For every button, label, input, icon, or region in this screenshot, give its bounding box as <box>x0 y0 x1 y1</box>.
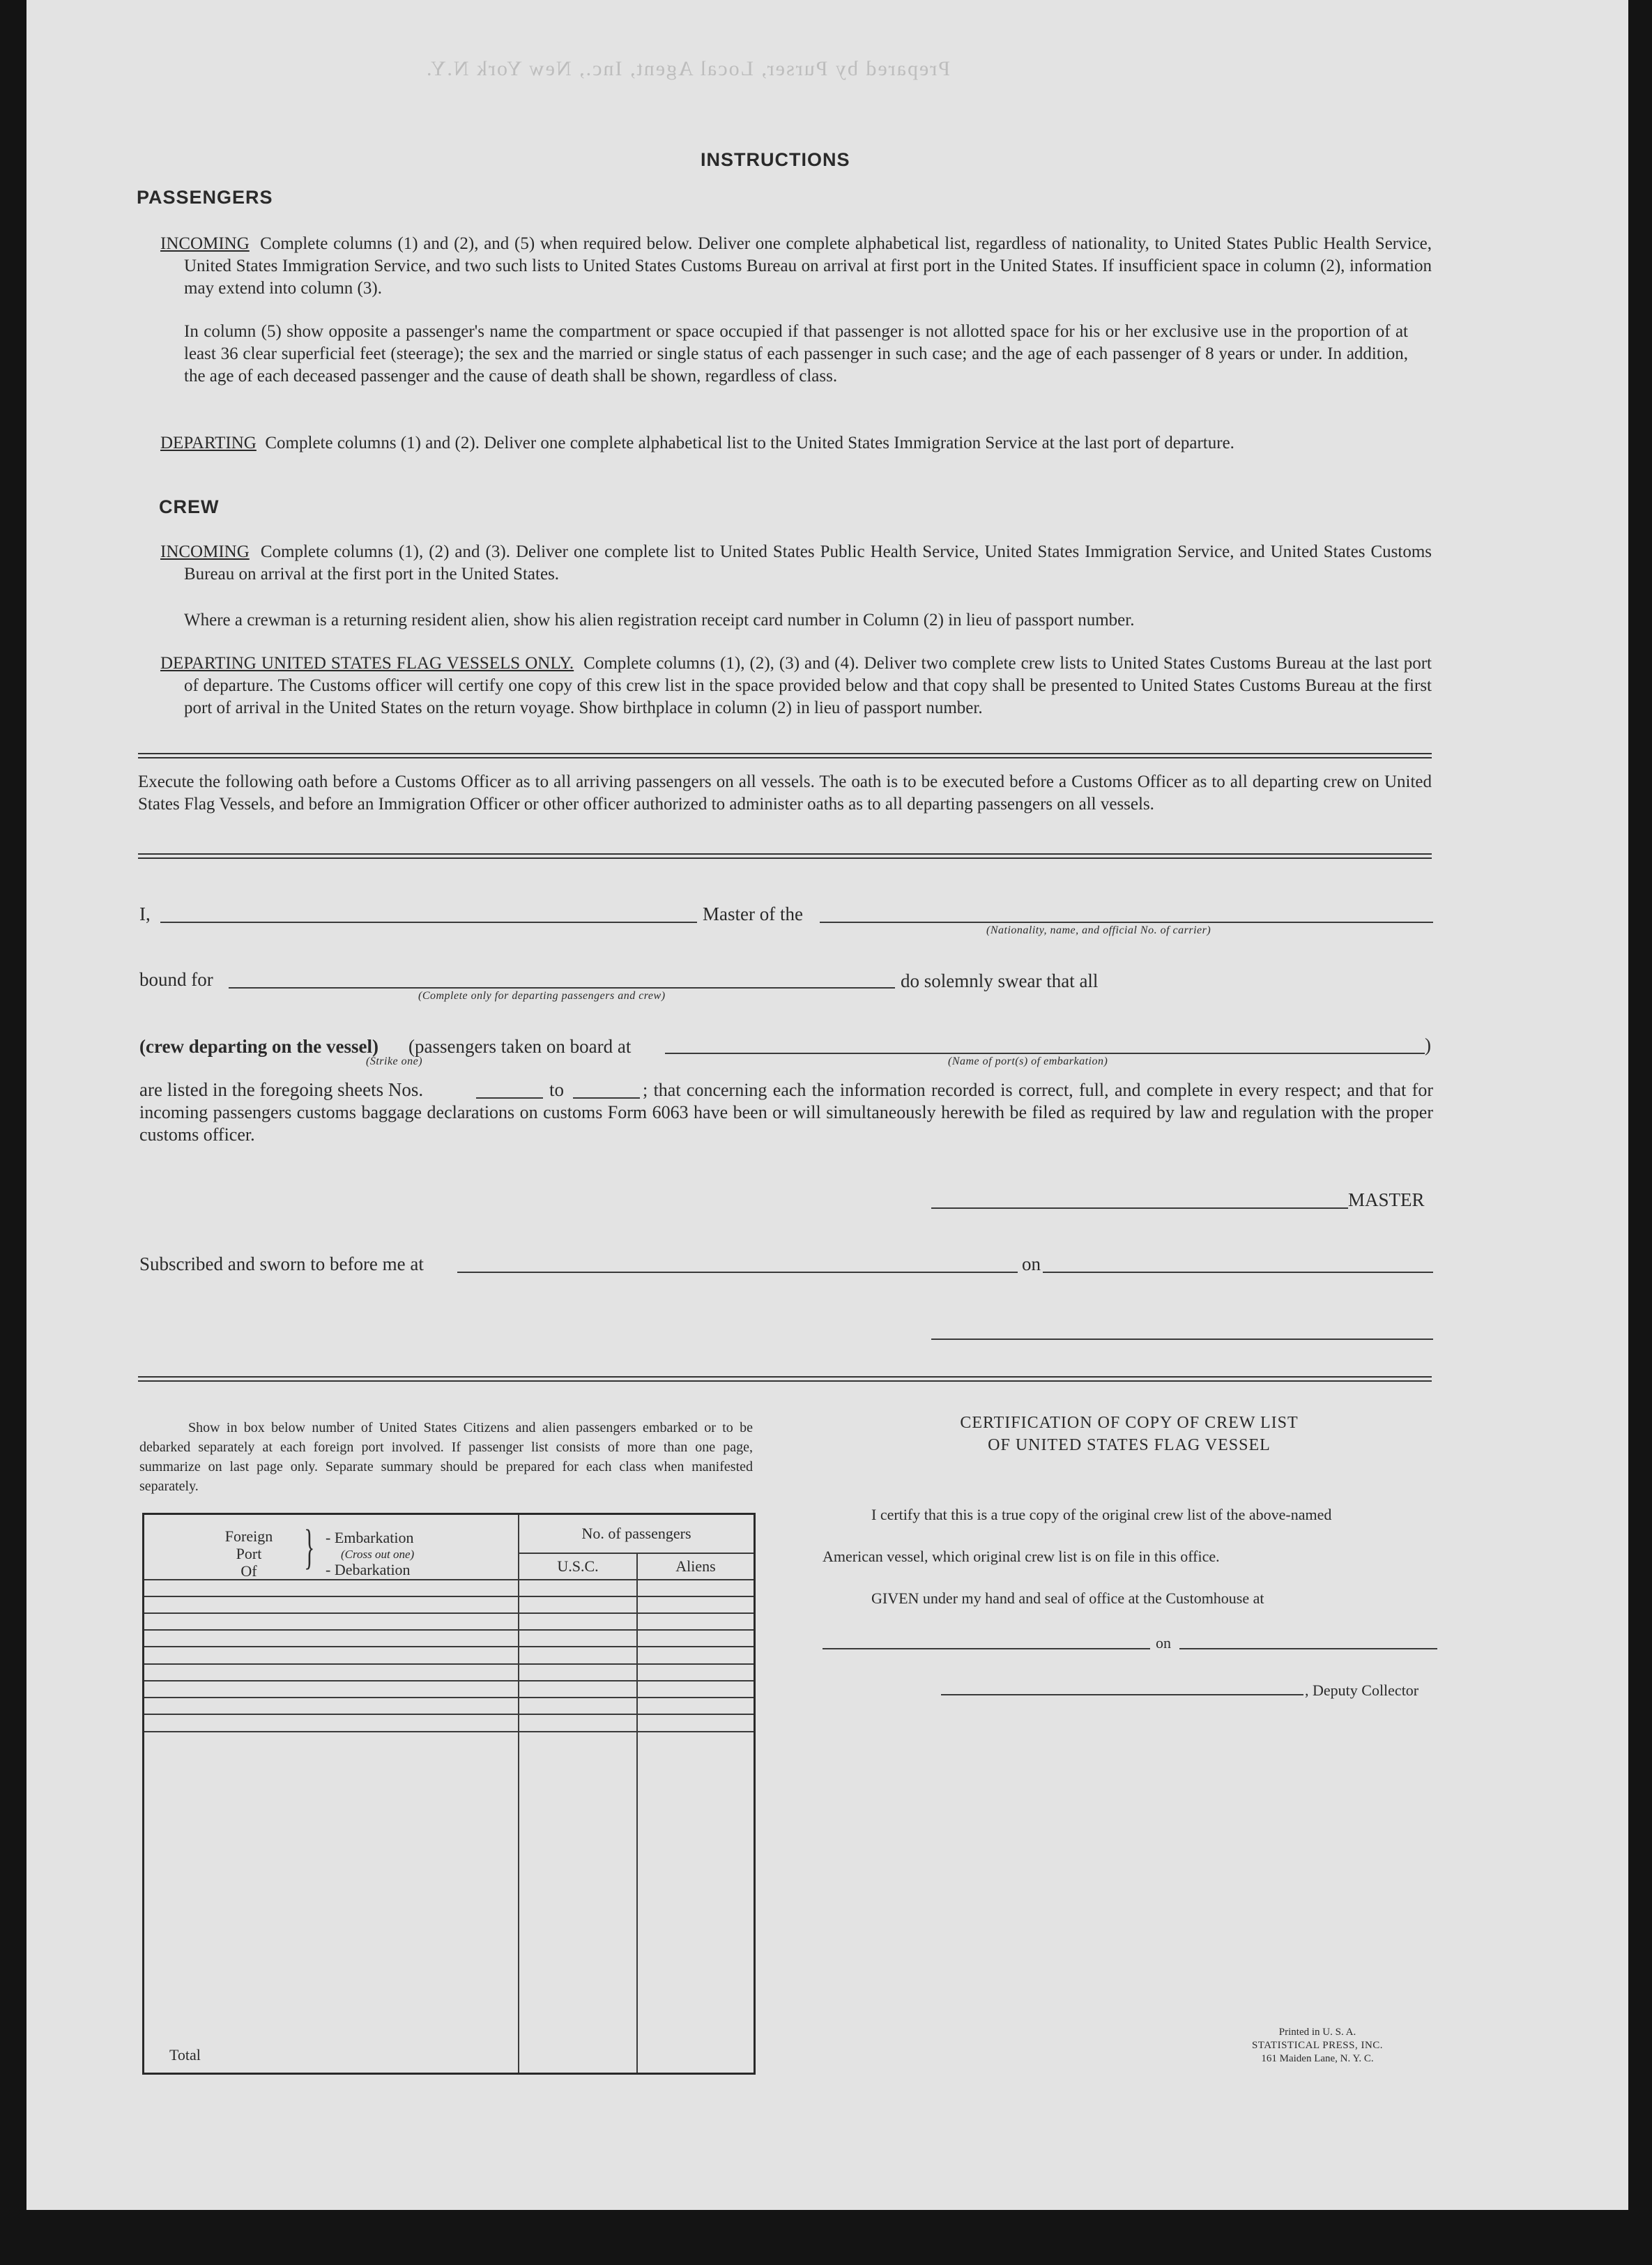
passengers-incoming-block <box>160 233 1432 300</box>
to-label: to <box>549 1079 565 1100</box>
printer-line-3: 161 Maiden Lane, N. Y. C. <box>1261 2053 1374 2064</box>
subscribed-label: Subscribed and sworn to before me at <box>139 1253 424 1274</box>
usc-cell[interactable] <box>519 1681 637 1698</box>
crew-departing-block <box>160 653 1432 719</box>
carrier-caption: (Nationality, name, and official No. of carrier) <box>986 924 1211 936</box>
table-header-row <box>144 1514 755 1553</box>
swear-text: do solemnly swear that all <box>901 970 1099 991</box>
passengers-heading: PASSENGERS <box>137 187 273 208</box>
deputy-signature-field[interactable] <box>941 1694 1303 1695</box>
usc-cell[interactable] <box>519 1664 637 1681</box>
table-row <box>144 1630 755 1647</box>
certify-line-1: I certify that this is a true copy of the original crew list of the above-named <box>871 1506 1332 1523</box>
crew-resident-text: Where a crewman is a returning resident alien, show his alien registration receipt card number in Column (2) in lieu of passport number. <box>184 611 1135 630</box>
passengers-taken-option[interactable]: (passengers taken on board at <box>408 1036 632 1057</box>
embarkation-option[interactable]: - Embarkation <box>326 1529 414 1546</box>
aliens-cell[interactable] <box>637 1647 755 1663</box>
total-row <box>144 1732 755 2074</box>
table-row <box>144 1664 755 1681</box>
aliens-cell[interactable] <box>637 1596 755 1613</box>
debarkation-option[interactable]: - Debarkation <box>326 1561 411 1578</box>
column5-text: In column (5) show opposite a passenger's name the compartment or space occupied if that passenger is not allotted space for his or her exclusive use in the proportion of at least 36 clear superficial feet (steerage); the sex and the married or single status of each passenger in such case; and the age of each passenger of 8 years or under. In addition, the age of each deceased passenger and the cause of death shall be shown, regardless of class. <box>184 322 1408 386</box>
embarkation-port-field[interactable] <box>665 1053 1425 1054</box>
of-word: Of <box>240 1562 257 1580</box>
bound-for-field[interactable] <box>229 987 895 989</box>
total-label: Total <box>144 1732 519 2074</box>
crew-heading: CREW <box>159 496 220 517</box>
passengers-incoming-text: Complete columns (1) and (2), and (5) when required below. Deliver one complete alphabetical list, regardless of nationality, to United States Public Health Service, United States Immigration Service, and two such lists to United States Customs Bureau on arrival at first port in the United States. If insufficient space in column (2), information may extend into column (3). <box>184 234 1432 298</box>
sworn-on-label: on <box>1022 1253 1041 1274</box>
port-cell[interactable] <box>144 1596 519 1613</box>
crew-incoming-text: Complete columns (1), (2) and (3). Deliver one complete list to United States Public Health Service, United States Immigration Service, and United States Customs Bureau on arrival at the first port in the United States. <box>184 542 1432 584</box>
port-cell[interactable] <box>144 1664 519 1681</box>
bound-caption: (Complete only for departing passengers and crew) <box>418 990 666 1002</box>
table-row <box>144 1714 755 1731</box>
aliens-cell[interactable] <box>637 1714 755 1731</box>
listed-continuation-text: ; that concerning each the information recorded is correct, full, and complete in every respect; and that for incoming passengers customs baggage declarations on customs Form 6063 have been or will simultaneously herewith be filed as required by law and regulation with the proper customs officer. <box>139 1080 1433 1145</box>
aliens-cell[interactable] <box>637 1681 755 1698</box>
master-name-field[interactable] <box>160 922 697 923</box>
listed-continuation <box>139 1079 1433 1146</box>
printer-line-1: Printed in U. S. A. <box>1278 2027 1356 2038</box>
crew-incoming-block <box>160 541 1432 586</box>
usc-cell[interactable] <box>519 1698 637 1714</box>
aliens-cell[interactable] <box>637 1664 755 1681</box>
passengers-departing-text: Complete columns (1) and (2). Deliver one complete alphabetical list to the United States Immigration Service at the last port of departure. <box>265 434 1234 452</box>
foreign-word: Foreign <box>224 1527 273 1545</box>
printer-mark <box>1213 2026 1422 2066</box>
carrier-field[interactable] <box>820 922 1433 923</box>
port-cell[interactable] <box>144 1580 519 1596</box>
port-cell[interactable] <box>144 1698 519 1714</box>
usc-cell[interactable] <box>519 1647 637 1663</box>
passengers-incoming-label: INCOMING <box>160 234 250 253</box>
table-row <box>144 1613 755 1630</box>
crew-resident-paragraph <box>184 609 1408 632</box>
divider-2 <box>138 853 1432 859</box>
usc-cell[interactable] <box>519 1714 637 1731</box>
passenger-summary-table <box>142 1513 756 2075</box>
aliens-cell[interactable] <box>637 1580 755 1596</box>
total-aliens-cell[interactable] <box>637 1732 755 2074</box>
sworn-date-field[interactable] <box>1043 1272 1433 1273</box>
port-word: Port <box>236 1545 262 1562</box>
crew-departing-option[interactable] <box>139 1036 378 1058</box>
column5-paragraph <box>184 321 1408 388</box>
master-signature-field[interactable] <box>931 1207 1348 1209</box>
passengers-departing-label: DEPARTING <box>160 434 257 452</box>
certification-heading-1: CERTIFICATION OF COPY OF CREW LIST <box>960 1414 1299 1432</box>
table-row <box>144 1647 755 1663</box>
aliens-header: Aliens <box>637 1553 755 1580</box>
customhouse-field[interactable] <box>823 1648 1150 1649</box>
faint-stamp: Prepared by Purser, Local Agent, Inc., New York N.Y. <box>425 57 950 80</box>
table-row <box>144 1698 755 1714</box>
crew-departing-label: DEPARTING UNITED STATES FLAG VESSELS ONLY. <box>160 654 574 673</box>
certify-on-label: on <box>1156 1634 1171 1652</box>
foreign-port-label <box>207 1527 291 1580</box>
table-row <box>144 1580 755 1596</box>
deputy-collector-label: , Deputy Collector <box>1305 1681 1419 1699</box>
sworn-place-field[interactable] <box>457 1272 1018 1273</box>
cross-out-caption: (Cross out one) <box>341 1548 415 1561</box>
usc-cell[interactable] <box>519 1630 637 1647</box>
listed-sheets-label: are listed in the foregoing sheets Nos. <box>139 1079 424 1100</box>
foreign-port-header <box>144 1514 519 1580</box>
port-cell[interactable] <box>144 1630 519 1647</box>
officer-signature-field[interactable] <box>931 1339 1433 1340</box>
oath-intro: Execute the following oath before a Customs Officer as to all arriving passengers on all vessels. The oath is to be executed before a Customs Officer as to all departing crew on United States Flag Vessels, and before an Immigration Officer or other officer authorized to administer oaths as to all departing passengers on all vessels. <box>138 772 1432 814</box>
usc-header: U.S.C. <box>519 1553 637 1580</box>
port-caption: (Name of port(s) of embarkation) <box>948 1055 1108 1067</box>
given-line: GIVEN under my hand and seal of office at the Customhouse at <box>871 1589 1264 1607</box>
certify-line-2: American vessel, which original crew list is on file in this office. <box>823 1548 1220 1565</box>
table-row <box>144 1596 755 1613</box>
crew-incoming-label: INCOMING <box>160 542 250 561</box>
no-of-passengers-header: No. of passengers <box>519 1514 755 1553</box>
certification-heading-2: OF UNITED STATES FLAG VESSEL <box>988 1436 1271 1454</box>
usc-cell[interactable] <box>519 1613 637 1630</box>
total-usc-cell[interactable] <box>519 1732 637 2074</box>
strike-caption: (Strike one) <box>366 1055 423 1067</box>
master-label: MASTER <box>1348 1189 1425 1210</box>
passengers-departing-block <box>160 432 1432 455</box>
port-cell[interactable] <box>144 1681 519 1698</box>
port-cell[interactable] <box>144 1613 519 1630</box>
usc-cell[interactable] <box>519 1596 637 1613</box>
crew-departing-text: (crew departing on the vessel) <box>139 1036 378 1057</box>
oath-i-label: I, <box>139 903 151 924</box>
port-cell[interactable] <box>144 1647 519 1663</box>
aliens-cell[interactable] <box>637 1613 755 1630</box>
crew-departing-text: Complete columns (1), (2), (3) and (4). Deliver two complete crew lists to United States Customs Bureau at the last port of departure. The Customs officer will certify one copy of this crew list in the space provided below and that copy shall be presented to United States Customs Bureau at the first port of arrival in the United States on the return voyage. Show birthplace in column (2) in lieu of passport number. <box>184 654 1432 717</box>
page-title: INSTRUCTIONS <box>701 149 850 170</box>
summary-instructions: Show in box below number of United States Citizens and alien passengers embarked or to be debarked separately at each foreign port involved. If passenger list consists of more than one page, summarize on last page only. Separate summary should be prepared for each class when manifested separately. <box>139 1420 753 1494</box>
table-row <box>144 1681 755 1698</box>
aliens-cell[interactable] <box>637 1630 755 1647</box>
printer-line-2: STATISTICAL PRESS, INC. <box>1251 2040 1384 2051</box>
bound-for-label: bound for <box>139 969 213 990</box>
aliens-cell[interactable] <box>637 1698 755 1714</box>
close-paren: ) <box>1425 1035 1431 1055</box>
master-of-label: Master of the <box>703 903 803 924</box>
divider-3 <box>138 1376 1432 1382</box>
brace-icon: } <box>304 1520 315 1574</box>
usc-cell[interactable] <box>519 1580 637 1596</box>
port-cell[interactable] <box>144 1714 519 1731</box>
certify-date-field[interactable] <box>1179 1648 1437 1649</box>
divider-1 <box>138 753 1432 758</box>
